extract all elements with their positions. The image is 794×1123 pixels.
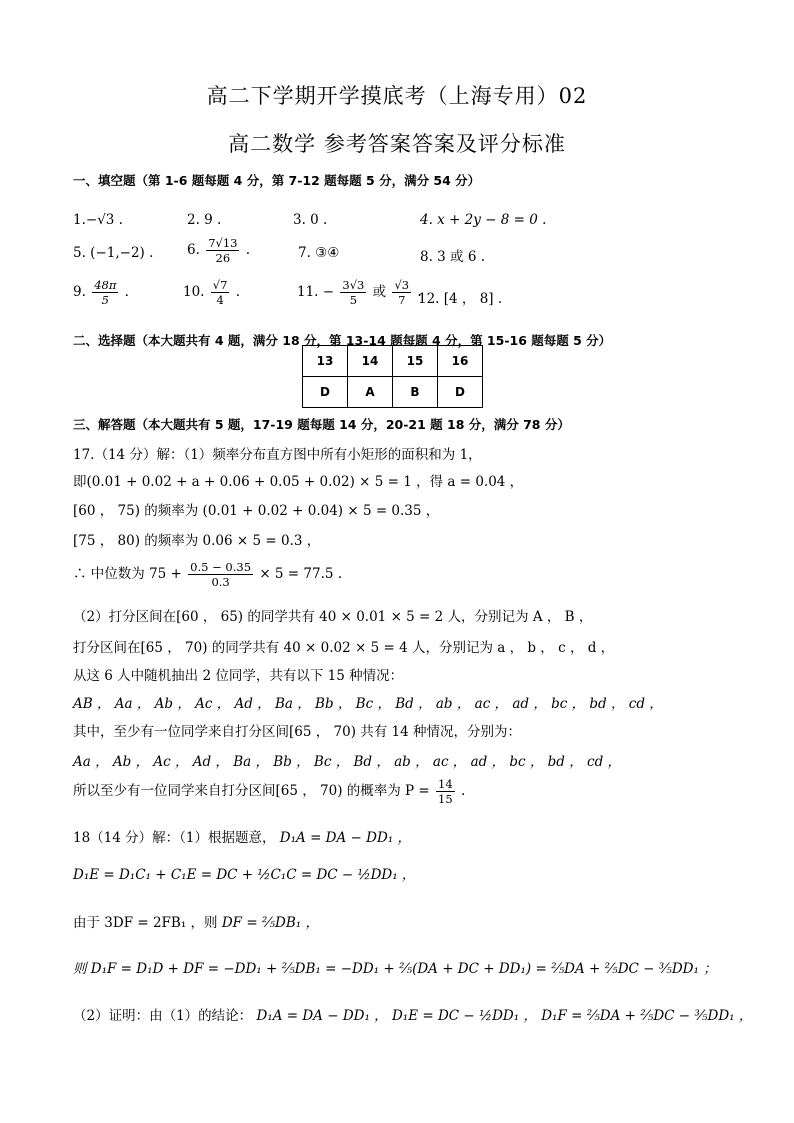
q17-median-line <box>73 560 342 589</box>
section-3-heading: 三、解答题（本大题共有 5 题，17-19 题每题 14 分，20-21 题 18 分，满分 78 分） <box>73 417 570 432</box>
answer-12: 12. [4 ， 8] . <box>418 291 503 307</box>
answer-11-denominator-1: 5 <box>349 293 358 307</box>
answer-10-numerator: √7 <box>212 278 228 292</box>
q17-prob-suffix: . <box>460 783 466 799</box>
answer-6-fraction <box>206 236 239 265</box>
answer-5: 5. (−1,−2) . <box>73 245 154 261</box>
table-row-numbers <box>303 346 483 377</box>
answer-3: 3. 0 . <box>293 212 328 228</box>
answer-9-denominator: 5 <box>101 293 109 307</box>
q18-line-1-expr: D₁A = DA − DD₁ ， <box>279 830 411 846</box>
table-cell: D <box>303 377 348 408</box>
answer-11-label: 11. − <box>297 284 335 300</box>
q18-line-2: D₁E = D₁C₁ + C₁E = DC + ½C₁C = DC − ½DD₁ ， <box>73 867 416 883</box>
q17-line-2: 即(0.01 + 0.02 + a + 0.06 + 0.05 + 0.02) × 5 = 1 ，得 a = 0.04 ， <box>73 474 524 490</box>
answer-11-numerator-1: 3√3 <box>342 278 365 292</box>
q18-line-3 <box>73 911 319 931</box>
answer-6-denominator: 26 <box>215 251 231 265</box>
table-cell: B <box>393 377 438 408</box>
table-cell: 14 <box>348 346 393 377</box>
answer-11: 11. − $\frac{3√3}{5}$ 或 $\frac{√3}{7}$ . <box>297 278 422 307</box>
choice-answer-table <box>302 345 483 408</box>
answer-2: 2. 9 . <box>187 212 222 228</box>
q17-line-10: Aa ， Ab ， Ac ， Ad ， Ba ， Bb ， Bc ， Bd ， ab ， ac ， ad ， bc ， bd ， cd ， <box>73 754 622 770</box>
table-cell: 15 <box>393 346 438 377</box>
q17-prob-fraction <box>436 777 455 806</box>
answer-10-denominator: 4 <box>216 293 224 307</box>
table-cell: 16 <box>438 346 483 377</box>
document-title: 高二下学期开学摸底考（上海专用）02 <box>206 84 588 108</box>
table-row-answers <box>303 377 483 408</box>
q18-line-3-text: 由于 3DF = 2FB₁ ，则 <box>73 915 218 931</box>
answer-4: 4. x + 2y − 8 = 0 . <box>420 212 547 228</box>
table-cell: 13 <box>303 346 348 377</box>
q17-median-denominator: 0.3 <box>211 575 230 589</box>
q17-line-1: 17.（14 分）解：（1）频率分布直方图中所有小矩形的面积和为 1， <box>73 447 482 463</box>
answer-6-label: 6. <box>187 242 200 258</box>
table-cell: A <box>348 377 393 408</box>
q18-line-5-text: （2）证明：由（1）的结论： <box>73 1008 253 1024</box>
answer-9-numerator: 48π <box>94 278 117 292</box>
q18-line-5-expr: D₁A = DA − DD₁ ， D₁E = DC − ½DD₁ ， D₁F = ⅖DA + ⅖DC − ⅗DD₁ ， <box>256 1008 753 1024</box>
q17-prob-prefix: 所以至少有一位同学来自打分区间[65 ， 70) 的概率为 P = <box>73 783 430 799</box>
q18-line-1-text: 18（14 分）解：（1）根据题意， <box>73 830 276 846</box>
section-1-heading: 一、填空题（第 1-6 题每题 4 分，第 7-12 题每题 5 分，满分 54 分） <box>73 173 481 188</box>
answer-10-fraction <box>211 278 230 307</box>
answer-10: 10. $\frac{√7}{4}$ . <box>183 278 241 307</box>
q17-prob-denominator: 15 <box>438 792 453 806</box>
q17-median-fraction <box>188 560 253 589</box>
q17-line-6: 打分区间在[65 ， 70) 的同学共有 40 × 0.02 × 5 = 4 人，分别记为 a ， b ， c ， d ， <box>73 640 615 656</box>
q17-line-4: [75 ， 80) 的频率为 0.06 × 5 = 0.3 ， <box>73 533 321 549</box>
table-cell: D <box>438 377 483 408</box>
q17-line-5: （2）打分区间在[60 ， 65) 的同学共有 40 × 0.01 × 5 = 2 人，分别记为 A ， B ， <box>73 609 593 625</box>
document-subtitle: 高二数学 参考答案答案及评分标准 <box>228 132 566 156</box>
q17-line-3: [60 ， 75) 的频率为 (0.01 + 0.02 + 0.04) × 5 = 0.35 ， <box>73 503 440 519</box>
answer-6-numerator: 7√13 <box>208 236 238 250</box>
answer-8: 8. 3 或 6 . <box>420 249 486 265</box>
q17-line-9: 其中，至少有一位同学来自打分区间[65 ， 70) 共有 14 种情况，分别为： <box>73 724 522 740</box>
answer-10-label: 10. <box>183 284 205 300</box>
q18-line-1 <box>73 826 411 846</box>
answer-6: 6. $\frac{7√13}{26}$ . <box>187 236 251 265</box>
answer-1: 1.−√3 . <box>73 212 123 228</box>
answer-11-or: 或 <box>372 284 387 300</box>
answer-9-label: 9. <box>73 284 86 300</box>
section-2-heading: 二、选择题（本大题共有 4 题，满分 18 分，第 13-14 题每题 4 分，第 15-16 题每题 5 分） <box>73 333 612 348</box>
answer-9-fraction <box>92 278 118 307</box>
q17-median-suffix: × 5 = 77.5 . <box>259 566 343 582</box>
answer-7: 7. ③④ <box>298 245 340 261</box>
answer-11-denominator-2: 7 <box>398 293 406 307</box>
q17-prob-line <box>73 777 465 806</box>
q18-line-5 <box>73 1004 752 1024</box>
q17-median-numerator: 0.5 − 0.35 <box>190 560 252 574</box>
answer-11-fraction-1 <box>340 278 366 307</box>
answer-9: 9. $\frac{48\pi}{5}$ . <box>73 278 129 307</box>
q18-line-3-expr: DF = ⅖DB₁ ， <box>221 915 319 931</box>
q17-prob-numerator: 14 <box>438 777 453 791</box>
q17-median-prefix: ∴ 中位数为 75 + <box>73 566 182 582</box>
q18-line-4: 则 D₁F = D₁D + DF = −DD₁ + ⅖DB₁ = −DD₁ + ⅖(DA + DC + DD₁) = ⅖DA + ⅖DC − ⅗DD₁ ； <box>73 961 717 977</box>
q17-line-7: 从这 6 人中随机抽出 2 位同学，共有以下 15 种情况： <box>73 668 404 684</box>
answer-11-numerator-2: √3 <box>394 278 410 292</box>
q17-line-8: AB ， Aa ， Ab ， Ac ， Ad ， Ba ， Bb ， Bc ， Bd ， ab ， ac ， ad ， bc ， bd ， cd ， <box>73 696 663 712</box>
answer-11-fraction-2 <box>392 278 411 307</box>
